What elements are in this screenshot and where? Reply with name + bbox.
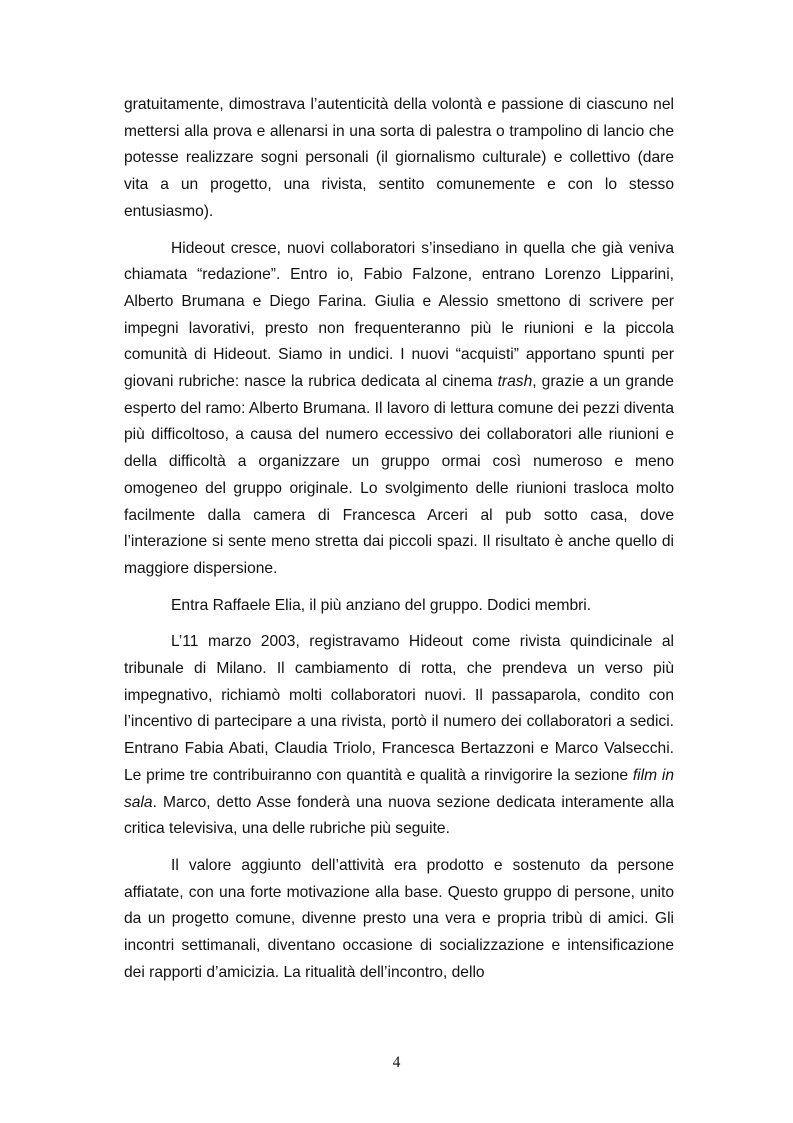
text-run: gratuitamente, dimostrava l’autenticità della volontà e passione di ciascuno nel mettersi alla prova e allenarsi in una sorta di palestra o trampolino di lancio che potesse realizzare sogni personali (il giornalismo culturale) e collettivo (dare vita a un progetto, una rivista, sentito comunemente e con lo stesso entusiasmo). bbox=[124, 96, 674, 220]
text-run: Hideout cresce, nuovi collaboratori s’insediano in quella che già veniva chiamata “redazione”. Entro io, Fabio Falzone, entrano Lorenzo Lipparini, Alberto Brumana e Diego Farina. Giulia e Alessio smettono di scrivere per impegni lavorativi, presto non frequenteranno più le riunioni e la piccola comunità di Hideout. Siamo in undici. I nuovi “acquisti” apportano spunti per giovani rubriche: nasce la rubrica dedicata al cinema bbox=[124, 239, 674, 391]
italic-term: trash bbox=[497, 373, 533, 391]
text-run: Il valore aggiunto dell’attività era prodotto e sostenuto da persone affiatate, con una forte motivazione alla base. Questo gruppo di persone, unito da un progetto comune, divenne presto una vera e propria tribù di amici. Gli incontri settimanali, diventano occasione di socializzazione e intensificazione dei rapporti d’amicizia. La ritualità dell’incontro, dello bbox=[124, 856, 674, 981]
paragraph bbox=[124, 92, 674, 226]
text-run: Entra Raffaele Elia, il più anziano del gruppo. Dodici membri. bbox=[171, 596, 592, 614]
paragraph bbox=[124, 593, 674, 620]
paragraph bbox=[124, 236, 674, 583]
text-run: , grazie a un grande esperto del ramo: Alberto Brumana. Il lavoro di lettura comune dei pezzi diventa più difficoltoso, a causa del numero eccessivo dei collaboratori alle riunioni e della difficoltà a organizzare un gruppo ormai così numeroso e meno omogeneo del gruppo originale. Lo svolgimento delle riunioni trasloca molto facilmente dalla camera di Francesca Arceri al pub sotto casa, dove l’interazione si sente meno stretta dai piccoli spazi. Il risultato è anche quello di maggiore dispersione. bbox=[124, 373, 674, 577]
paragraph bbox=[124, 853, 674, 987]
page-number: 4 bbox=[392, 1054, 401, 1071]
text-run: L’11 marzo 2003, registravamo Hideout come rivista quindicinale al tribunale di Milano. Il cambiamento di rotta, che prendeva un verso più impegnativo, richiamò molti collaboratori nuovi. Il passaparola, condito con l’incentivo di partecipare a una rivista, portò il numero dei collaboratori a sedici. Entrano Fabia Abati, Claudia Triolo, Francesca Bertazzoni e Marco Valsecchi. Le prime tre contribuiranno con quantità e qualità a rinvigorire la sezione bbox=[124, 633, 674, 784]
italic-term: film in sala bbox=[124, 766, 674, 811]
paragraph bbox=[124, 629, 674, 843]
body-text bbox=[124, 92, 674, 987]
text-run: . Marco, detto Asse fonderà una nuova sezione dedicata interamente alla critica televisiva, una delle rubriche più seguite. bbox=[124, 793, 674, 838]
